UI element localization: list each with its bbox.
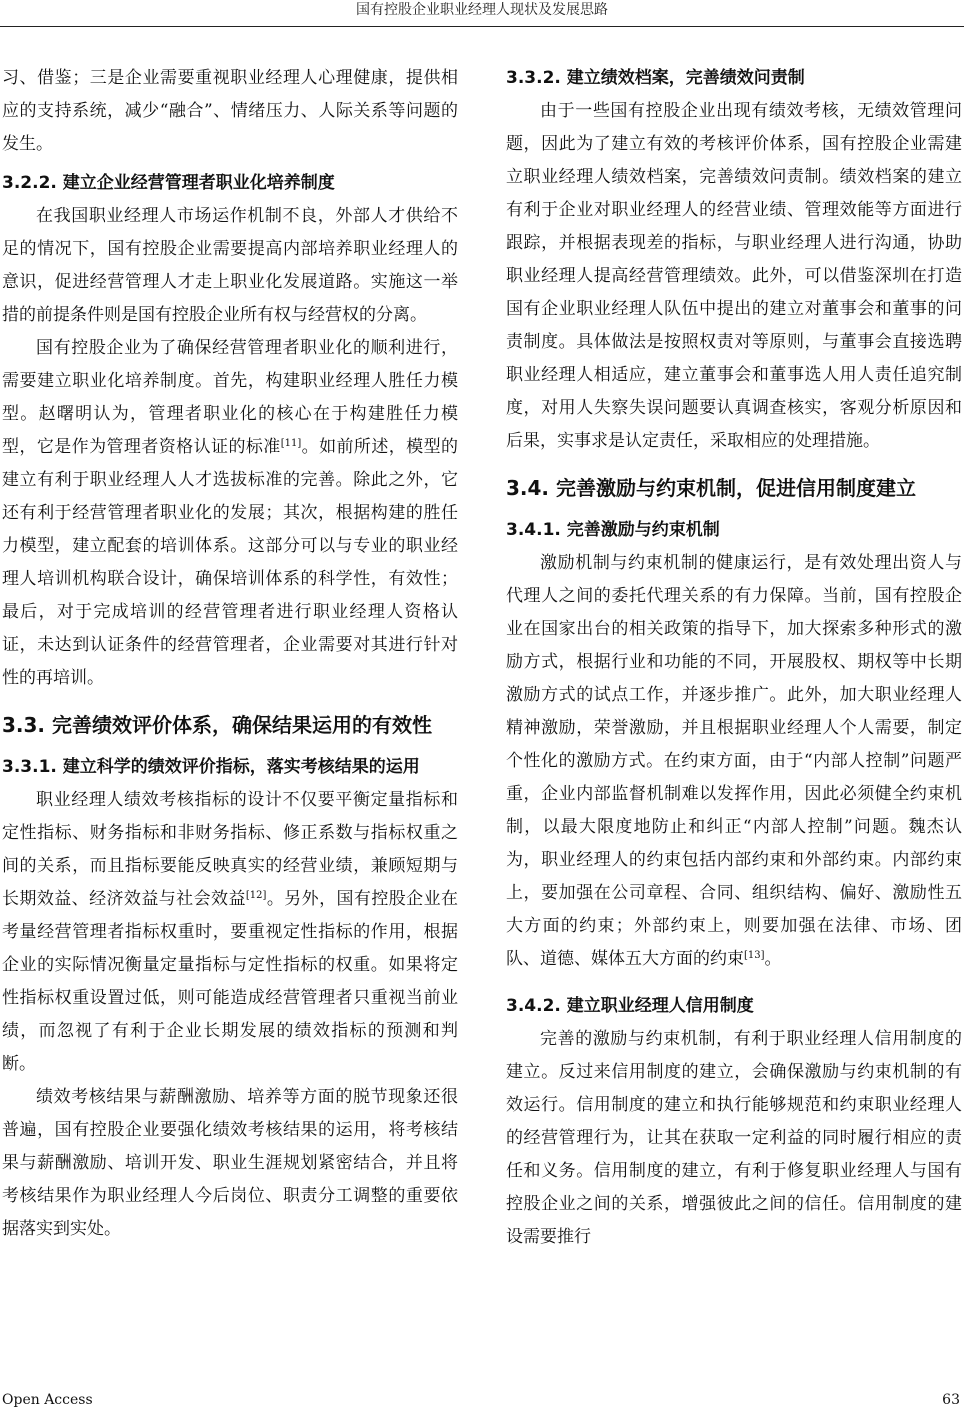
citation-ref: [13] [744,950,765,961]
citation-ref: [12] [245,890,267,901]
paragraph-text: 。 [764,949,782,969]
right-column [506,62,962,1254]
paragraph: 习、借鉴；三是企业需要重视职业经理人心理健康，提供相应的支持系统，减少“融合”、情绪压力、人际关系等问题的发生。 [2,68,458,154]
paragraph-text: 职业经理人绩效考核指标的设计不仅要平衡定量指标和定性指标、财务指标和非财务指标、修正系数与指标权重之间的关系，而且指标要能反映真实的经营业绩，兼顾短期与长期效益、经济效益与社会效益 [2,790,458,909]
paragraph: 完善的激励与约束机制，有利于职业经理人信用制度的建立。反过来信用制度的建立，会确保激励与约束机制的有效运行。信用制度的建立和执行能够规范和约束职业经理人的经营管理行为，让其在获取一定利益的同时履行相应的责任和义务。信用制度的建立，有利于修复职业经理人与国有控股企业之间的关系，增强彼此之间的信任。信用制度的建设需要推行 [506,1029,962,1247]
paragraph-text: 激励机制与约束机制的健康运行，是有效处理出资人与代理人之间的委托代理关系的有力保障。当前，国有控股企业在国家出台的相关政策的指导下，加大探索多种形式的激励方式，根据行业和功能的不同，开展股权、期权等中长期激励方式的试点工作，并逐步推广。此外，加大职业经理人精神激励，荣誉激励，并且根据职业经理人个人需要，制定个性化的激励方式。在约束方面，由于“内部人控制”问题严重，企业内部监督机制难以发挥作用，因此必须健全约束机制，以最大限度地防止和纠正“内部人控制”问题。魏杰认为，职业经理人的约束包括内部约束和外部约束。内部约束上，要加强在公司章程、合同、组织结构、偏好、激励性五大方面的约束；外部约束上，则要加强在法律、市场、团队、道德、媒体五大方面的约束 [506,553,962,969]
paragraph-text: 。另外，国有控股企业在考量经营管理者指标权重时，要重视定性指标的作用，根据企业的实际情况衡量定量指标与定性指标的权重。如果将定性指标权重设置过低，则可能造成经营管理者只重视当前业绩，而忽视了有利于企业长期发展的绩效指标的预测和判断。 [2,889,459,1074]
section-heading-3-3-1: 3.3.1. 建立科学的绩效评价指标，落实考核结果的运用 [2,757,420,777]
citation-ref: [11] [280,438,302,449]
section-heading-3-4-1: 3.4.1. 完善激励与约束机制 [506,520,720,540]
paragraph-text: 。如前所述，模型的建立有利于职业经理人人才选拔标准的完善。除此之外，它还有利于经营管理者职业化的发展；其次，根据构建的胜任力模型，建立配套的培训体系。这部分可以与专业的职业经理人培训机构联合设计，确保培训体系的科学性，有效性；最后，对于完成培训的经营管理者进行职业经理人资格认证，未达到认证条件的经营管理者，企业需要对其进行针对性的再培训。 [2,437,459,688]
section-heading-3-3-2: 3.3.2. 建立绩效档案，完善绩效问责制 [506,68,805,88]
section-heading-3-4-2: 3.4.2. 建立职业经理人信用制度 [506,996,754,1016]
paragraph [506,547,962,976]
section-heading-3-2-2: 3.2.2. 建立企业经营管理者职业化培养制度 [2,173,335,193]
paragraph: 由于一些国有控股企业出现有绩效考核，无绩效管理问题，因此为了建立有效的考核评价体系，国有控股企业需建立职业经理人绩效档案，完善绩效问责制。绩效档案的建立有利于企业对职业经理人的经营业绩、管理效能等方面进行跟踪，并根据表现差的指标，与职业经理人进行沟通，协助职业经理人提高经营管理绩效。此外，可以借鉴深圳在打造国有企业职业经理人队伍中提出的建立对董事会和董事的问责制度。具体做法是按照权责对等原则，与董事会直接选聘职业经理人相适应，建立董事会和董事选人用人责任追究制度，对用人失察失误问题要认真调查核实，客观分析原因和后果，实事求是认定责任，采取相应的处理措施。 [506,101,962,451]
section-heading-3-4: 3.4. 完善激励与约束机制，促进信用制度建立 [506,476,916,500]
paragraph [2,332,458,695]
paragraph [2,784,458,1081]
paragraph-text: 国有控股企业为了确保经营管理者职业化的顺利进行，需要建立职业化培养制度。首先，构建职业经理人胜任力模型。赵曙明认为，管理者职业化的核心在于构建胜任力模型，它是作为管理者资格认证的标准 [2,338,458,457]
left-column [2,62,458,1246]
section-heading-3-3: 3.3. 完善绩效评价体系，确保结果运用的有效性 [2,713,432,737]
page-number: 63 [942,1392,960,1408]
running-header-title: 国有控股企业职业经理人现状及发展思路 [356,2,608,18]
footer-open-access: Open Access [2,1392,93,1408]
paragraph: 绩效考核结果与薪酬激励、培养等方面的脱节现象还很普遍，国有控股企业要强化绩效考核结果的运用，将考核结果与薪酬激励、培训开发、职业生涯规划紧密结合，并且将考核结果作为职业经理人今后岗位、职责分工调整的重要依据落实到实处。 [2,1087,458,1239]
running-header [0,0,964,27]
paragraph: 在我国职业经理人市场运作机制不良，外部人才供给不足的情况下，国有控股企业需要提高内部培养职业经理人的意识，促进经营管理人才走上职业化发展道路。实施这一举措的前提条件则是国有控股企业所有权与经营权的分离。 [2,206,458,325]
